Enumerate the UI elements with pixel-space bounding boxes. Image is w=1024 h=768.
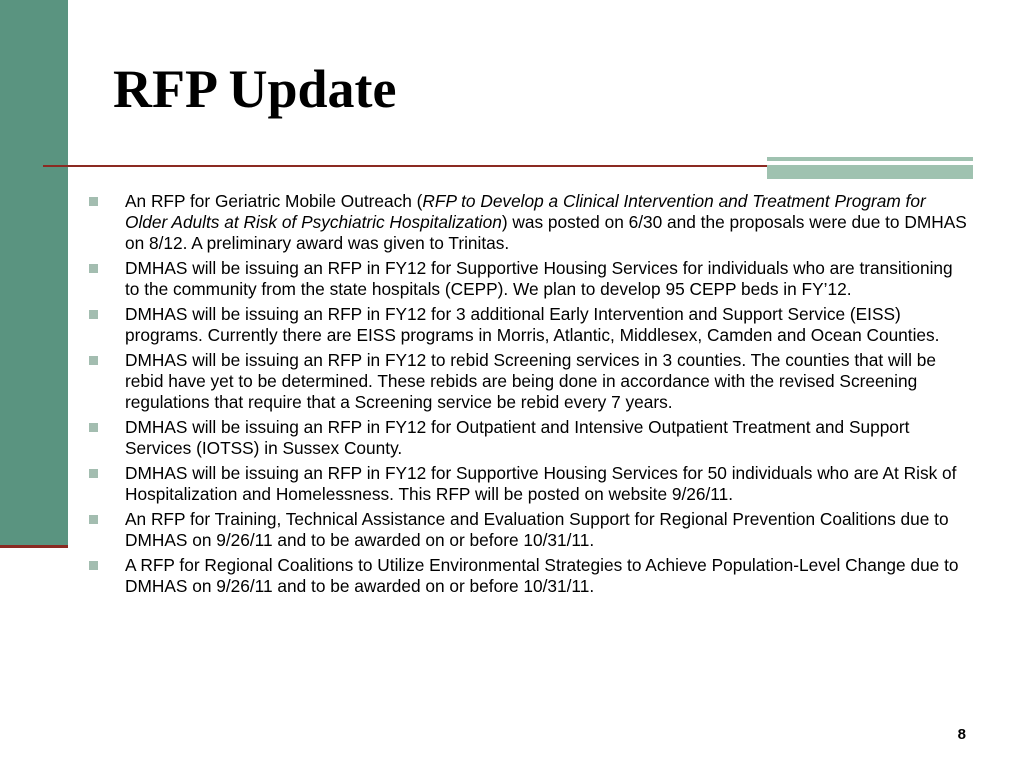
square-bullet-icon — [89, 423, 98, 432]
bullet-item — [89, 509, 969, 551]
bullet-text: DMHAS will be issuing an RFP in FY12 for Supportive Housing Services for individuals who are transitioning to the community from the state hospitals (CEPP). We plan to develop 95 CEPP beds in FY’12. — [125, 258, 953, 299]
square-bullet-icon — [89, 356, 98, 365]
square-bullet-icon — [89, 469, 98, 478]
square-bullet-icon — [89, 310, 98, 319]
bullet-item — [89, 463, 969, 505]
bullet-item — [89, 555, 969, 597]
bullet-text: DMHAS will be issuing an RFP in FY12 for Supportive Housing Services for 50 individuals who are At Risk of Hospitalization and Homelessness. This RFP will be posted on website 9/26/11. — [125, 463, 957, 504]
bullet-item — [89, 191, 969, 254]
bullet-item — [89, 350, 969, 413]
bullet-text: DMHAS will be issuing an RFP in FY12 for Outpatient and Intensive Outpatient Treatment and Support Services (IOTSS) in Sussex County. — [125, 417, 910, 458]
page-number: 8 — [957, 726, 966, 743]
sidebar-bottom-rule — [0, 545, 68, 548]
bullet-text: DMHAS will be issuing an RFP in FY12 for 3 additional Early Intervention and Support Service (EISS) programs. Currently there are EISS programs in Morris, Atlantic, Middlesex, Camden and Ocean Counties. — [125, 304, 940, 345]
bullet-item — [89, 417, 969, 459]
bullet-text-pre: An RFP for Geriatric Mobile Outreach ( — [125, 191, 423, 211]
bullet-text: A RFP for Regional Coalitions to Utilize Environmental Strategies to Achieve Population-Level Change due to DMHAS on 9/26/11 and to be awarded on or before 10/31/11. — [125, 555, 959, 596]
bullet-item — [89, 304, 969, 346]
bullet-text-italic: RFP to Develop a Clinical Intervention and Treatment Program for Older Adults at Risk of Psychiatric Hospitalization — [125, 191, 926, 232]
left-sidebar-bar — [0, 0, 68, 545]
bullet-item — [89, 258, 969, 300]
square-bullet-icon — [89, 264, 98, 273]
accent-stripes — [767, 157, 973, 179]
slide-title: RFP Update — [113, 59, 397, 119]
square-bullet-icon — [89, 197, 98, 206]
square-bullet-icon — [89, 515, 98, 524]
bullet-text: DMHAS will be issuing an RFP in FY12 to rebid Screening services in 3 counties. The counties that will be rebid have yet to be determined. These rebids are being done in accordance with the revised Screening regulations that require that a Screening service be rebid every 7 years. — [125, 350, 937, 412]
bullet-text-post: ) was posted on 6/30 and the proposals were due to DMHAS on 8/12. A preliminary award was given to Trinitas. — [125, 212, 967, 253]
square-bullet-icon — [89, 561, 98, 570]
bullet-list — [89, 191, 969, 601]
bullet-text: An RFP for Training, Technical Assistance and Evaluation Support for Regional Prevention Coalitions due to DMHAS on 9/26/11 and to be awarded on or before 10/31/11. — [125, 509, 949, 550]
